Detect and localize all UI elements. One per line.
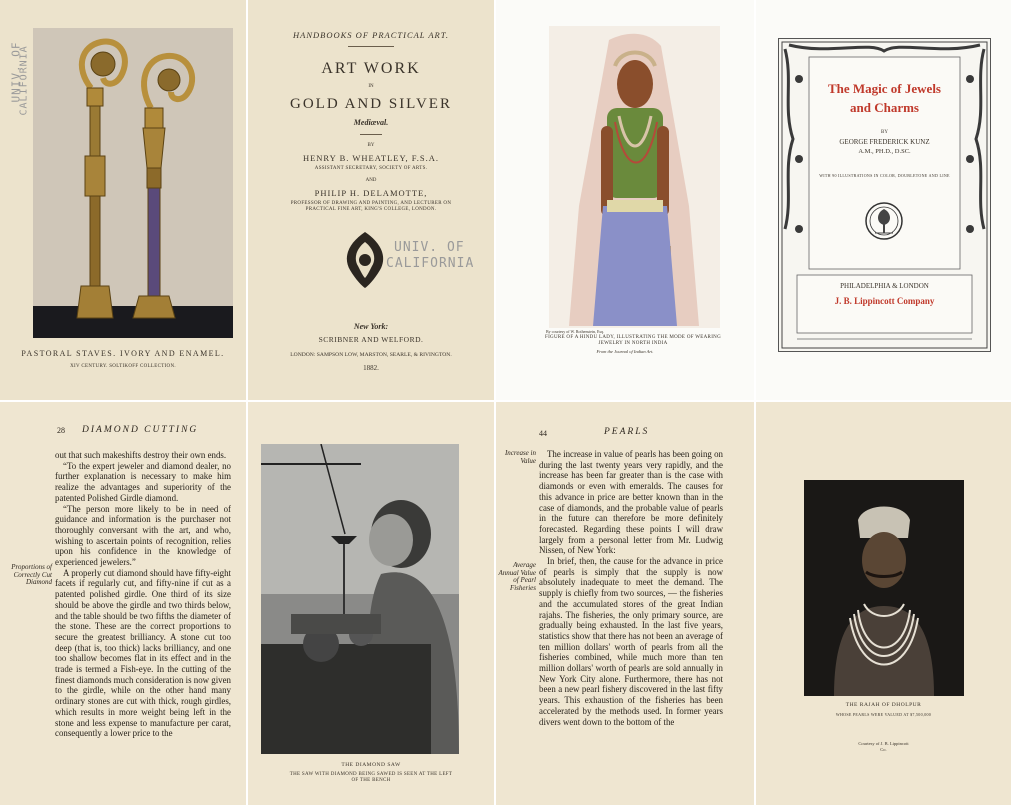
body-text [55, 450, 231, 739]
worker-photo [261, 444, 459, 754]
title-line-2: GOLD AND SILVER [290, 96, 452, 112]
rajah-portrait [804, 480, 964, 696]
by-word: BY [367, 143, 375, 148]
paragraph: “The person more likely to be in need of guidance and information is the purchaser not thoroughly conversant with the art, and who, wishing to ascertain points of recognition, relies upon his confidence in the knowledge of experienced jewelers.” [55, 503, 231, 568]
and-word: AND [365, 178, 377, 183]
page-magic-of-jewels-title [756, 0, 1011, 400]
ornamental-frame [778, 38, 991, 352]
in-word: IN [368, 84, 374, 89]
title-line-2: and Charms [850, 100, 919, 115]
divider [360, 134, 382, 135]
photo-rajah [804, 480, 964, 696]
london-publisher: LONDON: SAMPSON LOW, MARSTON, SEARLE, & RIVINGTON. [290, 352, 452, 358]
title-line-1: ART WORK [321, 60, 421, 77]
paragraph: In brief, then, the cause for the advance in price of pearls is simply that the supply is now absolutely inadequate to meet the demand. The supply is chiefly from two sources, — the fisheries and the accumulated stores of the great Indian rajahs. The fisheries, the only primary source, are gradually being exhausted. In the last five years, statistics show that there has not been an average of ten million dollars' worth of pearls from all the fisheries combined, while much more than ten million dollars' worth of pearls are sold annually in New York City alone. Furthermore, there has not been a new pearl fishery discovered in the last fifty years. This exhaustion of the fisheries has been accelerated by the methods used. In former years divers went down to the bottom of the [539, 556, 723, 727]
publication-year: 1882. [363, 364, 379, 372]
photo-caption: THE RAJAH OF DHOLPUR [845, 702, 922, 708]
page-number: 28 [57, 426, 65, 435]
by-word: BY [881, 130, 888, 135]
body-text [539, 449, 723, 727]
photo-caption: THE DIAMOND SAW [341, 762, 401, 768]
stamp-text-top: UNIV. OF [9, 41, 23, 103]
author-2: PHILIP H. DELAMOTTE, [314, 188, 428, 198]
stamp-text-bottom: CALIFORNIA [18, 45, 30, 116]
left-staff [77, 41, 125, 318]
publisher-name: SCRIBNER AND WELFORD. [318, 335, 424, 344]
page-diamond-saw [248, 402, 494, 805]
page-hindu-lady [496, 0, 754, 400]
page-number: 44 [539, 429, 547, 438]
figure-credit: By courtesy of W. Rothenstein, Esq. [546, 329, 604, 334]
page-pearls [496, 402, 754, 805]
margin-note: Proportions of Correctly Cut Diamond [11, 563, 52, 587]
publisher-place: PHILADELPHIA & LONDON [840, 282, 929, 290]
author-2-role: PROFESSOR OF DRAWING AND PAINTING, AND LECTURER ON PRACTICAL FINE ART, KING'S COLLEGE, LONDON. [290, 201, 452, 212]
paragraph: The increase in value of pearls has been going on during the last twenty years very rapidly, and the increase has been far greater than is the case with diamonds or even with emeralds. The causes for this advance in price are better known than in the case of diamonds, and the probable value of pearls in the future can therefore be more definitely forecasted. Regarding these points I will draw largely from a personal letter from Mr. Ludwig Nissen, of New York: [539, 449, 723, 556]
page-rajah-of-dholpur [756, 402, 1011, 805]
photo-subcaption: WHOSE PEARLS WERE VALUED AT $7,500,000 [835, 712, 932, 717]
margin-note: Increase in Value [504, 449, 536, 465]
photo-subcaption: THE SAW WITH DIAMOND BEING SAWED IS SEEN AT THE LEFT OF THE BENCH [289, 772, 453, 783]
right-staff [133, 56, 192, 318]
author-degrees: A.M., PH.D., D.SC. [858, 148, 911, 155]
staves-illustration [33, 28, 233, 338]
author-name: GEORGE FREDERICK KUNZ [839, 138, 930, 146]
illustrations-note: WITH 90 ILLUSTRATIONS IN COLOR, DOUBLETONE AND LINE [819, 173, 950, 178]
ornament-icon [340, 230, 390, 290]
running-head: DIAMOND CUTTING [82, 425, 199, 435]
courtesy-note: Courtesy of J. B. Lippincott Co. [858, 741, 909, 752]
margin-note: Average Annual Value of Pearl Fisheries [498, 561, 536, 592]
publisher-city: New York: [353, 322, 389, 331]
mediaeval-subtitle: Mediæval. [353, 118, 389, 127]
stamp-text-top: UNIV. OF [394, 240, 465, 255]
hindu-lady-illustration [549, 26, 720, 328]
paragraph: out that such makeshifts destroy their own ends. [55, 450, 227, 460]
stamp-text-bottom: CALIFORNIA [386, 256, 475, 271]
page-pastoral-staves [0, 0, 246, 400]
publisher-seal-icon [864, 201, 904, 241]
photo-diamond-saw [261, 444, 459, 754]
paragraph: “To the expert jeweler and diamond dealer, no further explanation is necessary to make him realize the advantages and superiority of the patented Polished Girdle diamond. [55, 460, 231, 503]
running-head: PEARLS [604, 427, 650, 437]
figure-caption: FIGURE OF A HINDU LADY, ILLUSTRATING THE MODE OF WEARING JEWELRY IN NORTH INDIA [545, 335, 721, 346]
page-diamond-cutting [0, 402, 246, 805]
divider [348, 46, 394, 47]
title-line-1: The Magic of Jewels [827, 81, 941, 96]
plate-subcaption: XIV CENTURY. SOLTIKOFF COLLECTION. [70, 364, 176, 369]
library-stamp [386, 240, 475, 272]
series-title: HANDBOOKS OF PRACTICAL ART. [293, 30, 449, 40]
library-stamp [4, 36, 34, 116]
figure-source: From the Journal of Indian Art. [596, 349, 654, 354]
author-1: HENRY B. WHEATLEY, F.S.A. [302, 153, 440, 163]
plate-image [33, 28, 233, 338]
page-art-work-title [248, 0, 494, 400]
figure-image [549, 26, 720, 328]
author-1-role: ASSISTANT SECRETARY, SOCIETY OF ARTS. [314, 166, 428, 171]
publisher-name: J. B. Lippincott Company [834, 296, 935, 306]
paragraph: A properly cut diamond should have fifty-eight facets if regularly cut, and fifty-nine if cut as a patented polished girdle. One third of its size should be above the girdle and two thirds below, and the table should be two fifths the diameter of the stone. These are the correct proportions to secure the greatest brilliancy. A stone cut too deep (that is, too thick) lacks brilliancy, and one too shallow becomes flat in its effect and in the trade is termed a Fish-eye. In the cutting of the finest diamonds much consideration is now given to the girdle, while on the other hand many ordinary stones are cut with thick, rough girdles, which results in more weight being left in the stone and less expense to manufacture per carat, consequently a lower price to the [55, 567, 231, 739]
plate-caption: PASTORAL STAVES. IVORY AND ENAMEL. [21, 349, 225, 358]
